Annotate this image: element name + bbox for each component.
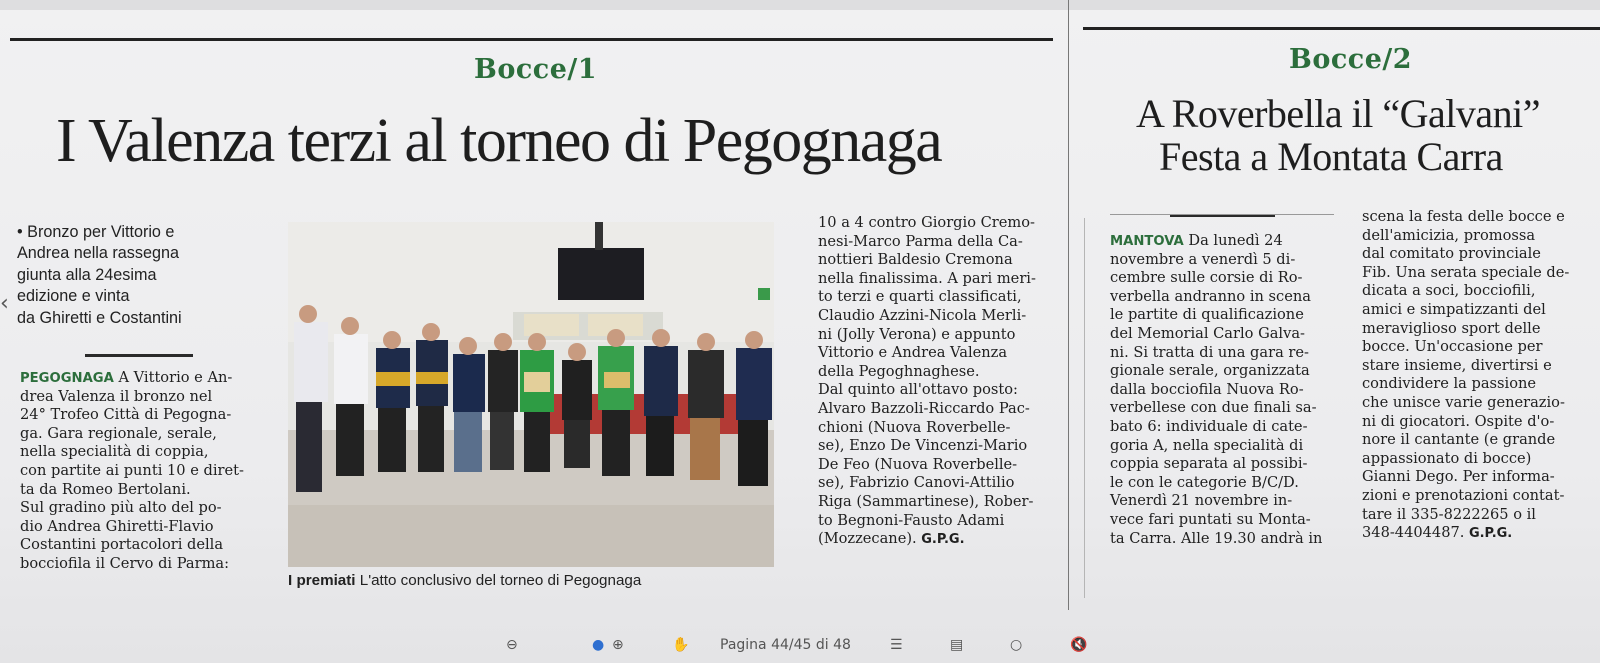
column-line: [20, 481, 265, 500]
left-article-column-1: [20, 369, 265, 574]
column-line-text: le con le categorie B/C/D.: [1110, 473, 1299, 491]
column-line-text: zioni e prenotazioni contat-: [1362, 486, 1565, 504]
column-line-text: nella specialità di coppia,: [20, 443, 209, 461]
signature: G.P.G.: [916, 532, 965, 548]
column-line-text: ga. Gara regionale, serale,: [20, 424, 217, 442]
summary-line: giunta alla 24esima: [17, 265, 157, 284]
column-line: [1362, 357, 1590, 376]
hand-tool-icon[interactable]: ✋: [672, 637, 690, 653]
left-inner-divider: [1084, 218, 1085, 598]
column-line: [20, 388, 265, 407]
column-line: [818, 400, 1054, 419]
column-line-text: goria A, nella specialità di: [1110, 436, 1304, 454]
column-line-text: Venerdì 21 novembre in-: [1110, 492, 1293, 510]
column-line-text: nore il cantante (e grande: [1362, 431, 1556, 449]
column-line-text: del Memorial Carlo Galva-: [1110, 324, 1305, 342]
column-line-text: appassionato di bocce): [1362, 449, 1532, 467]
column-line: [1362, 301, 1590, 320]
column-line-text: se), Fabrizio Canovi-Attilio: [818, 474, 1015, 492]
column-line-text: coppia separata al possibi-: [1110, 455, 1308, 473]
zoom-in-icon[interactable]: ⊕: [612, 637, 624, 653]
column-line-text: De Feo (Nuova Roverbelle-: [818, 455, 1018, 473]
column-line: [1110, 362, 1336, 381]
column-line: [1110, 381, 1336, 400]
column-line: [818, 474, 1054, 493]
column-line: [1110, 437, 1336, 456]
column-line-text: Gianni Dego. Per informa-: [1362, 468, 1555, 486]
caption-title: I premiati: [288, 572, 356, 589]
column-line: [1362, 320, 1590, 339]
column-line-text: verbellese con due finali sa-: [1110, 399, 1317, 417]
column-line: [1110, 511, 1336, 530]
zoom-out-icon[interactable]: ⊖: [506, 637, 518, 653]
summary-line: edizione e vinta: [17, 287, 130, 306]
column-line: [1110, 474, 1336, 493]
column-line: [818, 456, 1054, 475]
column-line-text: Da lunedì 24: [1183, 232, 1283, 249]
column-line: [1362, 524, 1590, 543]
column-line-text: ta da Romeo Bertolani.: [20, 480, 191, 498]
column-line: [1362, 468, 1590, 487]
column-line: [1110, 455, 1336, 474]
column-line: [1362, 413, 1590, 432]
column-line-text: dalla bocciofila Nuova Ro-: [1110, 380, 1304, 398]
column-line-text: verbella andranno in scena: [1110, 287, 1311, 305]
column-line: [818, 381, 1054, 400]
column-line-text: Dal quinto all'ottavo posto:: [818, 381, 1018, 399]
column-line: [818, 214, 1054, 233]
summary-rule: [85, 354, 193, 357]
column-line-text: (Mozzecane).: [818, 530, 917, 548]
left-summary: [17, 222, 262, 329]
column-line-text: stare insieme, divertirsi e: [1362, 356, 1552, 374]
right-article-column-1: [1110, 232, 1336, 548]
column-line: [1362, 394, 1590, 413]
column-line: [1362, 375, 1590, 394]
column-line: [1362, 450, 1590, 469]
dateline: MANTOVA: [1110, 234, 1184, 249]
column-line: [1362, 227, 1590, 246]
column-line-text: ni (Jolly Verona) e appunto: [818, 325, 1016, 343]
column-line: [20, 536, 265, 555]
column-line: [1110, 251, 1336, 270]
right-kicker: Bocce/2: [1289, 44, 1413, 75]
column-line-text: vece fari puntati su Monta-: [1110, 510, 1311, 528]
column-line: [818, 363, 1054, 382]
column-line-text: 24° Trofeo Città di Pegogna-: [20, 406, 232, 424]
column-line: [1362, 487, 1590, 506]
column-line-text: nella finalissima. A pari meri-: [818, 269, 1036, 287]
photo-caption: [288, 572, 641, 589]
column-line: [1362, 264, 1590, 283]
page-dot-icon[interactable]: ●: [592, 637, 605, 653]
column-line-text: novembre a venerdì 5 di-: [1110, 250, 1296, 268]
column-line-text: dal comitato provinciale: [1362, 245, 1541, 263]
column-line-text: scena la festa delle bocce e: [1362, 208, 1565, 225]
search-icon[interactable]: ○: [1010, 637, 1023, 653]
column-line-text: Vittorio e Andrea Valenza: [818, 344, 1008, 362]
column-line-text: A Vittorio e An-: [113, 369, 233, 386]
column-line: [818, 288, 1054, 307]
column-line-text: Fib. Una serata speciale de-: [1362, 263, 1570, 281]
column-line: [1110, 344, 1336, 363]
column-line: [1110, 269, 1336, 288]
column-line-text: bato 6: individuale di cate-: [1110, 417, 1308, 435]
column-line-text: to Begnoni-Fausto Adami: [818, 511, 1005, 529]
dateline: PEGOGNAGA: [20, 371, 114, 386]
summary-line: • Bronzo per Vittorio e: [17, 223, 175, 241]
column-line: [818, 530, 1054, 549]
column-line-text: ta Carra. Alle 19.30 andrà in: [1110, 529, 1323, 547]
left-headline: I Valenza terzi al torneo di Pegognaga: [56, 107, 942, 175]
column-line: [1110, 325, 1336, 344]
left-top-rule: [10, 38, 1053, 41]
column-line-text: 348-4404487.: [1362, 524, 1465, 542]
column-line-text: Riga (Sammartinese), Rober-: [818, 492, 1034, 510]
column-line: [1110, 232, 1336, 251]
column-line-text: dell'amicizia, promossa: [1362, 226, 1536, 244]
top-strip: [0, 0, 1600, 10]
column-line: [1362, 431, 1590, 450]
column-line-text: bocce. Un'occasione per: [1362, 338, 1543, 356]
column-line-text: Sul gradino più alto del po-: [20, 499, 222, 517]
column-line: [818, 270, 1054, 289]
column-line: [1110, 530, 1336, 549]
left-article-column-2: [818, 214, 1054, 549]
column-line-text: Costantini portacolori della: [20, 536, 224, 554]
column-line-text: meraviglioso sport delle: [1362, 319, 1541, 337]
column-line: [20, 499, 265, 518]
column-line: [818, 307, 1054, 326]
column-line: [1110, 288, 1336, 307]
chevron-left-icon[interactable]: ‹: [0, 291, 9, 316]
column-line: [20, 462, 265, 481]
signature: G.P.G.: [1464, 526, 1513, 542]
right-headline-line-2: Festa a Montata Carra: [1159, 134, 1503, 179]
column-line: [1110, 306, 1336, 325]
column-line-text: ni di giocatori. Ospite d'o-: [1362, 412, 1555, 430]
column-line: [818, 251, 1054, 270]
document-icon[interactable]: ▤: [950, 637, 964, 653]
column-line: [818, 326, 1054, 345]
column-line: [1362, 245, 1590, 264]
column-line: [1362, 282, 1590, 301]
column-line-text: dicata a soci, bocciofili,: [1362, 282, 1536, 300]
summary-line: da Ghiretti e Costantini: [17, 308, 182, 327]
page-indicator: Pagina 44/45 di 48: [720, 637, 851, 653]
column-line-text: drea Valenza il bronzo nel: [20, 387, 213, 405]
column-line-text: chioni (Nuova Roverbelle-: [818, 418, 1011, 436]
column-line-text: della Pegoghnaghese.: [818, 362, 980, 380]
column-line: [1110, 492, 1336, 511]
column-line-text: to terzi e quarti classificati,: [818, 288, 1022, 306]
award-photo: [288, 222, 774, 567]
column-line-text: amici e simpatizzanti del: [1362, 300, 1546, 318]
summary-line: Andrea nella rassegna: [17, 244, 179, 263]
viewer-toolbar: [480, 633, 1120, 663]
column-divider: [1068, 0, 1069, 610]
column-line: [20, 369, 265, 388]
right-headline-line-1: A Roverbella il “Galvani”: [1136, 91, 1541, 136]
column-line-text: bocciofila il Cervo di Parma:: [20, 554, 230, 572]
column-line-text: Alvaro Bazzoli-Riccardo Pac-: [818, 399, 1030, 417]
column-line: [1362, 208, 1590, 227]
column-line-text: nesi-Marco Parma della Ca-: [818, 232, 1023, 250]
column-line-text: cembre sulle corsie di Ro-: [1110, 269, 1303, 287]
left-kicker: Bocce/1: [474, 54, 598, 85]
right-article-column-2: [1362, 208, 1590, 543]
column-line: [1110, 418, 1336, 437]
right-thin-rule: [1110, 214, 1334, 215]
award-photo-illustration: [288, 222, 774, 567]
column-line: [1110, 399, 1336, 418]
column-line: [818, 437, 1054, 456]
column-line-text: gionale serale, organizzata: [1110, 362, 1310, 380]
column-line: [818, 512, 1054, 531]
column-line-text: se), Enzo De Vincenzi-Mario: [818, 437, 1028, 455]
column-line-text: con partite ai punti 10 e diret-: [20, 461, 244, 479]
column-line: [818, 233, 1054, 252]
column-line: [20, 406, 265, 425]
column-line: [1362, 338, 1590, 357]
column-line-text: le partite di qualificazione: [1110, 306, 1304, 324]
column-line-text: dio Andrea Ghiretti-Flavio: [20, 517, 214, 535]
column-line: [1362, 506, 1590, 525]
column-line: [20, 555, 265, 574]
right-top-rule: [1083, 27, 1600, 30]
column-line-text: nottieri Baldesio Cremona: [818, 251, 1013, 269]
column-line-text: Claudio Azzini-Nicola Merli-: [818, 306, 1027, 324]
column-line: [818, 493, 1054, 512]
caption-text: L'atto conclusivo del torneo di Pegognaga: [355, 572, 642, 589]
column-line: [20, 443, 265, 462]
column-line: [818, 344, 1054, 363]
column-line: [20, 518, 265, 537]
column-line-text: che unisce varie generazio-: [1362, 393, 1565, 411]
column-line: [818, 419, 1054, 438]
list-icon[interactable]: ☰: [890, 637, 903, 653]
column-line-text: condividere la passione: [1362, 375, 1537, 393]
column-line-text: 10 a 4 contro Giorgio Cremo-: [818, 214, 1035, 231]
column-line: [20, 425, 265, 444]
speaker-mute-icon[interactable]: 🔇: [1070, 637, 1088, 653]
column-line-text: tare il 335-8222265 o il: [1362, 505, 1536, 523]
column-line-text: ni. Si tratta di una gara re-: [1110, 343, 1309, 361]
